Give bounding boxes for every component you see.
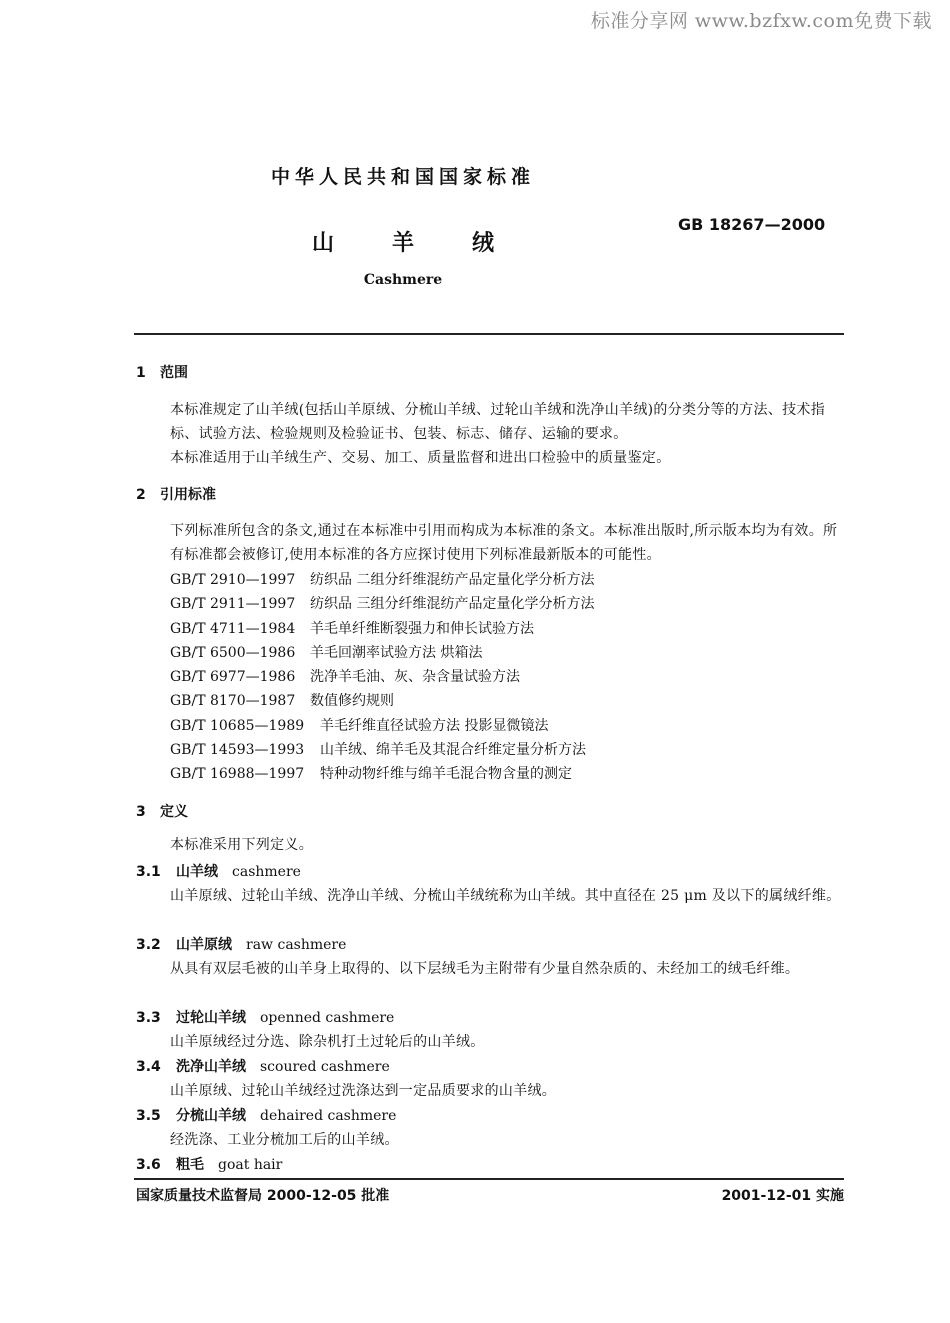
section-1-paragraph-1: [136, 398, 844, 446]
term-en: scoured cashmere: [260, 1059, 390, 1075]
reference-title: 特种动物纤维与绵羊毛混合物含量的测定: [320, 766, 572, 783]
term-en: goat hair: [218, 1157, 283, 1173]
term-heading: [136, 1154, 282, 1174]
header-divider: [134, 333, 844, 335]
term-heading: [136, 1007, 394, 1027]
term-definition: [136, 1128, 844, 1152]
document-title-cn: 山羊绒: [311, 231, 552, 256]
term-cn: 过轮山羊绒: [176, 1010, 246, 1026]
term-number: 3.1: [136, 864, 161, 880]
reference-list: [170, 568, 594, 787]
reference-item: [170, 689, 594, 713]
term-cn: 粗毛: [176, 1157, 204, 1173]
reference-code: GB/T 14593—1993: [170, 742, 305, 759]
reference-title: 羊毛回潮率试验方法 烘箱法: [310, 644, 483, 661]
term-cn: 分梳山羊绒: [176, 1108, 246, 1124]
section-number: 1: [136, 365, 146, 381]
reference-code: GB/T 6500—1986: [170, 644, 296, 661]
approval-date: 国家质量技术监督局 2000-12-05 批准: [136, 1188, 390, 1204]
section-2-intro: [136, 519, 844, 567]
paragraph-text: 下列标准所包含的条文,通过在本标准中引用而构成为本标准的条文。本标准出版时,所示版本均为有效。所有标准都会被修订,使用本标准的各方应探讨使用下列标准最新版本的可能性。: [170, 523, 838, 563]
paragraph-text: 山羊原绒经过分选、除杂机打土过轮后的山羊绒。: [170, 1034, 485, 1050]
term-en: dehaired cashmere: [260, 1108, 397, 1124]
reference-item: [170, 617, 594, 641]
term-definition: [136, 1079, 844, 1103]
term-en: openned cashmere: [260, 1010, 395, 1026]
reference-title: 洗净羊毛油、灰、杂含量试验方法: [310, 669, 520, 686]
reference-code: GB/T 8170—1987: [170, 693, 296, 710]
national-standard-heading: 中华人民共和国国家标准: [270, 166, 535, 188]
paragraph-text: 本标准规定了山羊绒(包括山羊原绒、分梳山羊绒、过轮山羊绒和洗净山羊绒)的分类分等的方法、技术指标、试验方法、检验规则及检验证书、包装、标志、储存、运输的要求。: [170, 402, 826, 442]
section-number: 2: [136, 487, 146, 503]
term-number: 3.5: [136, 1108, 161, 1124]
reference-code: GB/T 6977—1986: [170, 669, 296, 686]
document-title-en: Cashmere: [363, 272, 443, 288]
term-number: 3.6: [136, 1157, 161, 1173]
term-definition: [136, 1030, 844, 1054]
reference-item: [170, 714, 594, 738]
paragraph-text: 本标准采用下列定义。: [170, 837, 313, 853]
term-heading: [136, 934, 346, 954]
term-cn: 洗净山羊绒: [176, 1059, 246, 1075]
term-heading: [136, 861, 301, 881]
term-heading: [136, 1105, 396, 1125]
reference-title: 纺织品 二组分纤维混纺产品定量化学分析方法: [310, 572, 595, 588]
reference-item: [170, 592, 594, 616]
term-en: raw cashmere: [246, 937, 347, 953]
reference-title: 羊毛单纤维断裂强力和伸长试验方法: [310, 620, 534, 637]
implementation-date: 2001-12-01 实施: [721, 1188, 844, 1204]
reference-code: GB/T 10685—1989: [170, 717, 305, 734]
paragraph-text: 本标准适用于山羊绒生产、交易、加工、质量监督和进出口检验中的质量鉴定。: [170, 450, 671, 466]
reference-code: GB/T 16988—1997: [170, 766, 305, 783]
section-title: 定义: [160, 804, 188, 820]
section-title: 范围: [160, 365, 188, 381]
term-cn: 山羊绒: [176, 864, 218, 880]
reference-code: GB/T 4711—1984: [170, 620, 296, 637]
reference-title: 羊毛纤维直径试验方法 投影显微镜法: [320, 717, 549, 734]
term-number: 3.4: [136, 1059, 161, 1075]
section-3-intro: [136, 833, 844, 857]
reference-item: [170, 762, 594, 786]
term-en: cashmere: [232, 864, 301, 880]
paragraph-text: 山羊原绒、过轮山羊绒、洗净山羊绒、分梳山羊绒统称为山羊绒。其中直径在 25 μm 及以下的属绒纤维。: [170, 888, 841, 904]
term-heading: [136, 1056, 390, 1076]
section-2-heading: [136, 484, 216, 504]
term-definition: [136, 884, 844, 908]
section-number: 3: [136, 804, 146, 820]
section-1-paragraph-2: [136, 446, 844, 470]
term-number: 3.3: [136, 1010, 161, 1026]
reference-title: 纺织品 三组分纤维混纺产品定量化学分析方法: [310, 596, 595, 613]
footer-divider: [134, 1178, 844, 1180]
section-title: 引用标准: [160, 487, 216, 503]
term-definition: [136, 957, 844, 981]
reference-item: [170, 641, 594, 665]
paragraph-text: 从具有双层毛被的山羊身上取得的、以下层绒毛为主附带有少量自然杂质的、未经加工的绒毛纤维。: [170, 961, 800, 977]
reference-item: [170, 665, 594, 689]
reference-code: GB/T 2911—1997: [170, 596, 296, 613]
section-1-heading: [136, 362, 188, 382]
standard-number: GB 18267—2000: [678, 215, 826, 234]
paragraph-text: 山羊原绒、过轮山羊绒经过洗涤达到一定品质要求的山羊绒。: [170, 1083, 557, 1099]
reference-code: GB/T 2910—1997: [170, 572, 296, 588]
section-3-heading: [136, 801, 188, 821]
term-cn: 山羊原绒: [176, 937, 232, 953]
reference-item: [170, 568, 594, 592]
reference-item: [170, 738, 594, 762]
paragraph-text: 经洗涤、工业分梳加工后的山羊绒。: [170, 1132, 399, 1148]
watermark: 标准分享网 www.bzfxw.com免费下载: [590, 10, 932, 32]
reference-title: 山羊绒、绵羊毛及其混合纤维定量分析方法: [320, 742, 586, 759]
term-number: 3.2: [136, 937, 161, 953]
reference-title: 数值修约规则: [310, 693, 394, 710]
